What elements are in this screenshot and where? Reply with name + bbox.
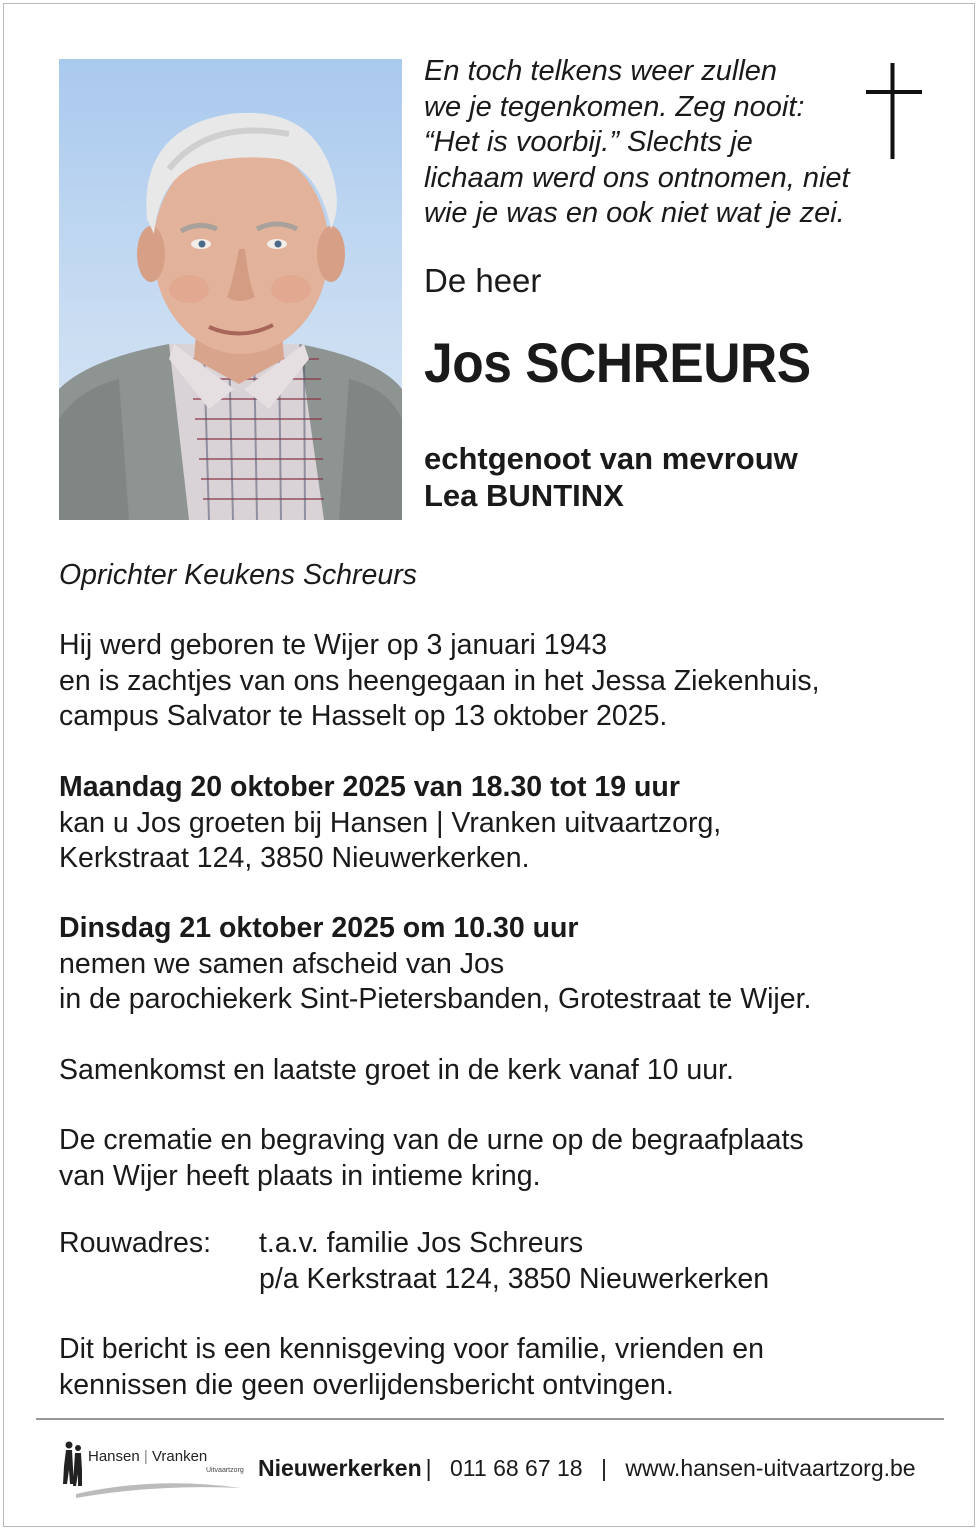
notice-line: kennissen die geen overlijdensbericht ontvingen. — [59, 1368, 674, 1401]
deceased-name: Jos SCHREURS — [424, 331, 811, 394]
birth-line: campus Salvator te Hasselt op 13 oktober 2025. — [59, 700, 668, 732]
salutation: De heer — [424, 262, 542, 299]
gathering-info: Samenkomst en laatste groet in de kerk vanaf 10 uur. — [59, 1054, 734, 1086]
birth-line: en is zachtjes van ons heengegaan in het Jessa Ziekenhuis, — [59, 664, 820, 697]
cross-icon — [866, 63, 922, 159]
poem-line: wie je was en ook niet wat je zei. — [424, 197, 845, 229]
visitation-heading: Maandag 20 oktober 2025 van 18.30 tot 19 uur — [59, 771, 680, 803]
birth-line: Hij werd geboren te Wijer op 3 januari 1943 — [59, 629, 608, 661]
birth-info — [59, 628, 939, 735]
poem-line: En toch telkens weer zullen — [424, 55, 778, 87]
poem — [424, 54, 894, 232]
footer-location: Nieuwerkerken — [258, 1455, 422, 1481]
funeral-line: in de parochiekerk Sint-Pietersbanden, Grotestraat te Wijer. — [59, 983, 812, 1015]
logo-name-left: Hansen — [88, 1448, 140, 1465]
footer-separator: | — [425, 1455, 432, 1481]
footer-website-link[interactable]: www.hansen-uitvaartzorg.be — [625, 1455, 916, 1481]
role: Oprichter Keukens Schreurs — [59, 559, 417, 591]
funeral-heading: Dinsdag 21 oktober 2025 om 10.30 uur — [59, 912, 579, 944]
footer-contact — [258, 1455, 916, 1482]
notice-line: Dit bericht is een kennisgeving voor familie, vrienden en — [59, 1333, 764, 1365]
address-line: t.a.v. familie Jos Schreurs — [259, 1227, 584, 1259]
spouse-name: Lea BUNTINX — [424, 478, 624, 513]
footer-divider — [36, 1418, 944, 1420]
funeral-info — [59, 911, 939, 1018]
spouse-line: echtgenoot van mevrouw — [424, 441, 798, 476]
notice — [59, 1332, 939, 1403]
footer-phone[interactable]: 011 68 67 18 — [450, 1455, 583, 1481]
portrait-illustration — [59, 59, 402, 520]
cremation-line: De crematie en begraving van de urne op de begraafplaats — [59, 1124, 804, 1156]
portrait-photo — [59, 59, 402, 520]
visitation-line: kan u Jos groeten bij Hansen | Vranken uitvaartzorg, — [59, 806, 722, 839]
spouse-info — [424, 440, 798, 514]
poem-line: “Het is voorbij.” Slechts je — [424, 126, 753, 158]
funeral-home-logo — [56, 1436, 246, 1500]
figures-icon — [63, 1442, 82, 1487]
logo-subtitle: Uitvaartzorg — [206, 1467, 244, 1474]
address-label: Rouwadres: — [59, 1227, 212, 1259]
visitation-info — [59, 770, 939, 877]
cremation-line: van Wijer heeft plaats in intieme kring. — [59, 1159, 541, 1192]
logo-name-right: Vranken — [151, 1448, 208, 1465]
footer-separator: | — [601, 1455, 607, 1481]
cremation-info — [59, 1123, 939, 1194]
poem-line: lichaam werd ons ontnomen, niet — [424, 161, 850, 194]
mourning-address — [59, 1226, 939, 1297]
funeral-line: nemen we samen afscheid van Jos — [59, 947, 505, 980]
address-lines — [259, 1226, 769, 1297]
address-line: p/a Kerkstraat 124, 3850 Nieuwerkerken — [259, 1262, 770, 1295]
svg-text:Hansen | Vranken: Hansen | Vranken — [88, 1448, 208, 1465]
visitation-line: Kerkstraat 124, 3850 Nieuwerkerken. — [59, 842, 530, 874]
poem-line: we je tegenkomen. Zeg nooit: — [424, 90, 805, 123]
